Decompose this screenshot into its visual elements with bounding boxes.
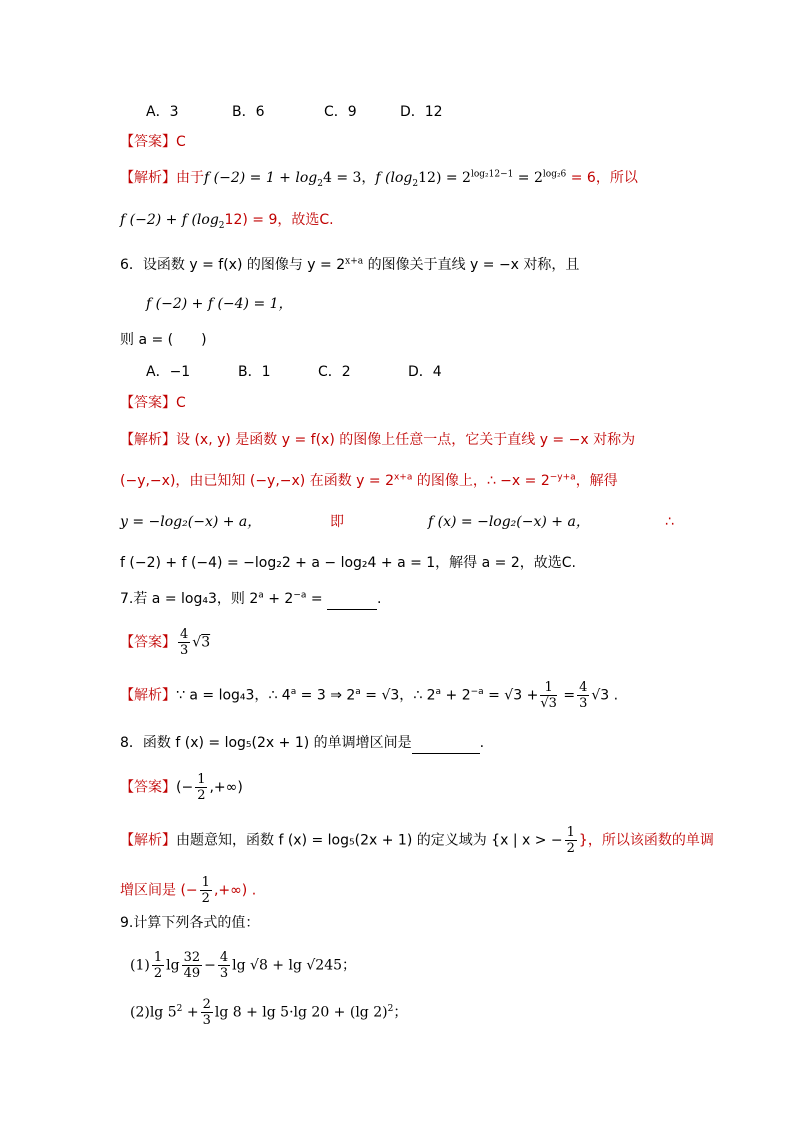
- q6-stem-line2: f (−2) + f (−4) = 1，: [146, 296, 293, 312]
- q7-stem: 7.若 a = log₄3，则 $2^a + 2^{-a}$ = .: [120, 589, 381, 610]
- q7-analysis: 【解析】∵ a = log₄3，∴ $4^a = 3$ ⇒ $2^a = √3$，∴ $2^a + 2^{-a} = √3$ + $\frac{1}{√3}$ = $\frac{4}{3}$ √3 .: [120, 680, 619, 711]
- q9-part2: (2)lg $5^2$ + $\frac{2}{3}$ lg 8 + lg 5·lg 20 + (lg 2)$^2$；: [130, 997, 408, 1028]
- q6-stem-line3: 则 a = ( ): [120, 332, 207, 348]
- q6-analysis-line1: 【解析】设 (x, y) 是函数 y = f(x) 的图像上任意一点，它关于直线 y = −x 对称为: [120, 432, 636, 448]
- answer-blank: [327, 589, 377, 610]
- q8-stem: 8．函数 f (x) = log₅(2x + 1) 的单调增区间是 .: [120, 733, 484, 754]
- q6-analysis-line2: (−y,−x)，由已知知 (−y,−x) 在函数 $y = 2^{x+a}$ 的图像上，∴ $-x = 2^{-y+a}$，解得: [120, 472, 618, 489]
- q5-option-b: B．6: [232, 104, 265, 120]
- q6-option-a: A．−1: [146, 364, 191, 380]
- answer-value: C: [176, 134, 186, 150]
- q8-analysis-line1: 【解析】由题意知，函数 f (x) = log₅(2x + 1) 的定义域为 {x | x > − $\frac{1}{2}$ }，所以该函数的单调: [120, 825, 714, 856]
- q5-answer: [120, 132, 186, 152]
- q5-options: [146, 102, 443, 122]
- analysis-tag: 【解析】: [120, 170, 176, 186]
- q5-option-a: A．3: [146, 104, 179, 120]
- answer-tag: 【答案】: [120, 134, 176, 150]
- q6-analysis-line3: y = −log₂(−x) + a， 即 f (x) = −log₂(−x) + a， ∴: [120, 514, 674, 530]
- q5-option-c: C．9: [324, 104, 357, 120]
- q6-option-b: B．1: [238, 364, 271, 380]
- q5-analysis-line1: 【解析】由于f $(-2) = 1 + \log_24 = 3$，f $(\log_212) = 2^{log_212-1} = 2^{log_26} = 6$，所以: [120, 169, 638, 189]
- q6-answer: 【答案】C: [120, 395, 186, 411]
- q6-option-d: D．4: [408, 364, 442, 380]
- q6-analysis-line4: f (−2) + f (−4) = −log₂2 + a − log₂4 + a = 1，解得 a = 2，故选C.: [120, 555, 576, 571]
- q6-option-c: C．2: [318, 364, 351, 380]
- q8-answer: 【答案】(− $\frac{1}{2}$ ,+∞): [120, 772, 243, 803]
- q6-options: [146, 362, 442, 382]
- q5-option-d: D．12: [400, 104, 443, 120]
- q6-stem-line1: 6．设函数 y = f(x) 的图像与 $y = 2^{x+a}$ 的图像关于直线 y = −x 对称，且: [120, 256, 580, 273]
- q7-answer: 【答案】 $\frac{4}{3}$ √3: [120, 627, 211, 658]
- q9-stem: 9.计算下列各式的值：: [120, 915, 260, 931]
- answer-blank: [412, 733, 480, 754]
- q5-analysis-line2: f (−2) + f $(\log_212) = 9$，故选C.: [120, 212, 334, 231]
- q9-part1: (1) $\frac{1}{2}$ lg $\frac{32}{49}$ − $\frac{4}{3}$ lg √8 + lg √245；: [130, 950, 357, 981]
- q8-analysis-line2: 增区间是 (− $\frac{1}{2}$ ,+∞) .: [120, 875, 257, 906]
